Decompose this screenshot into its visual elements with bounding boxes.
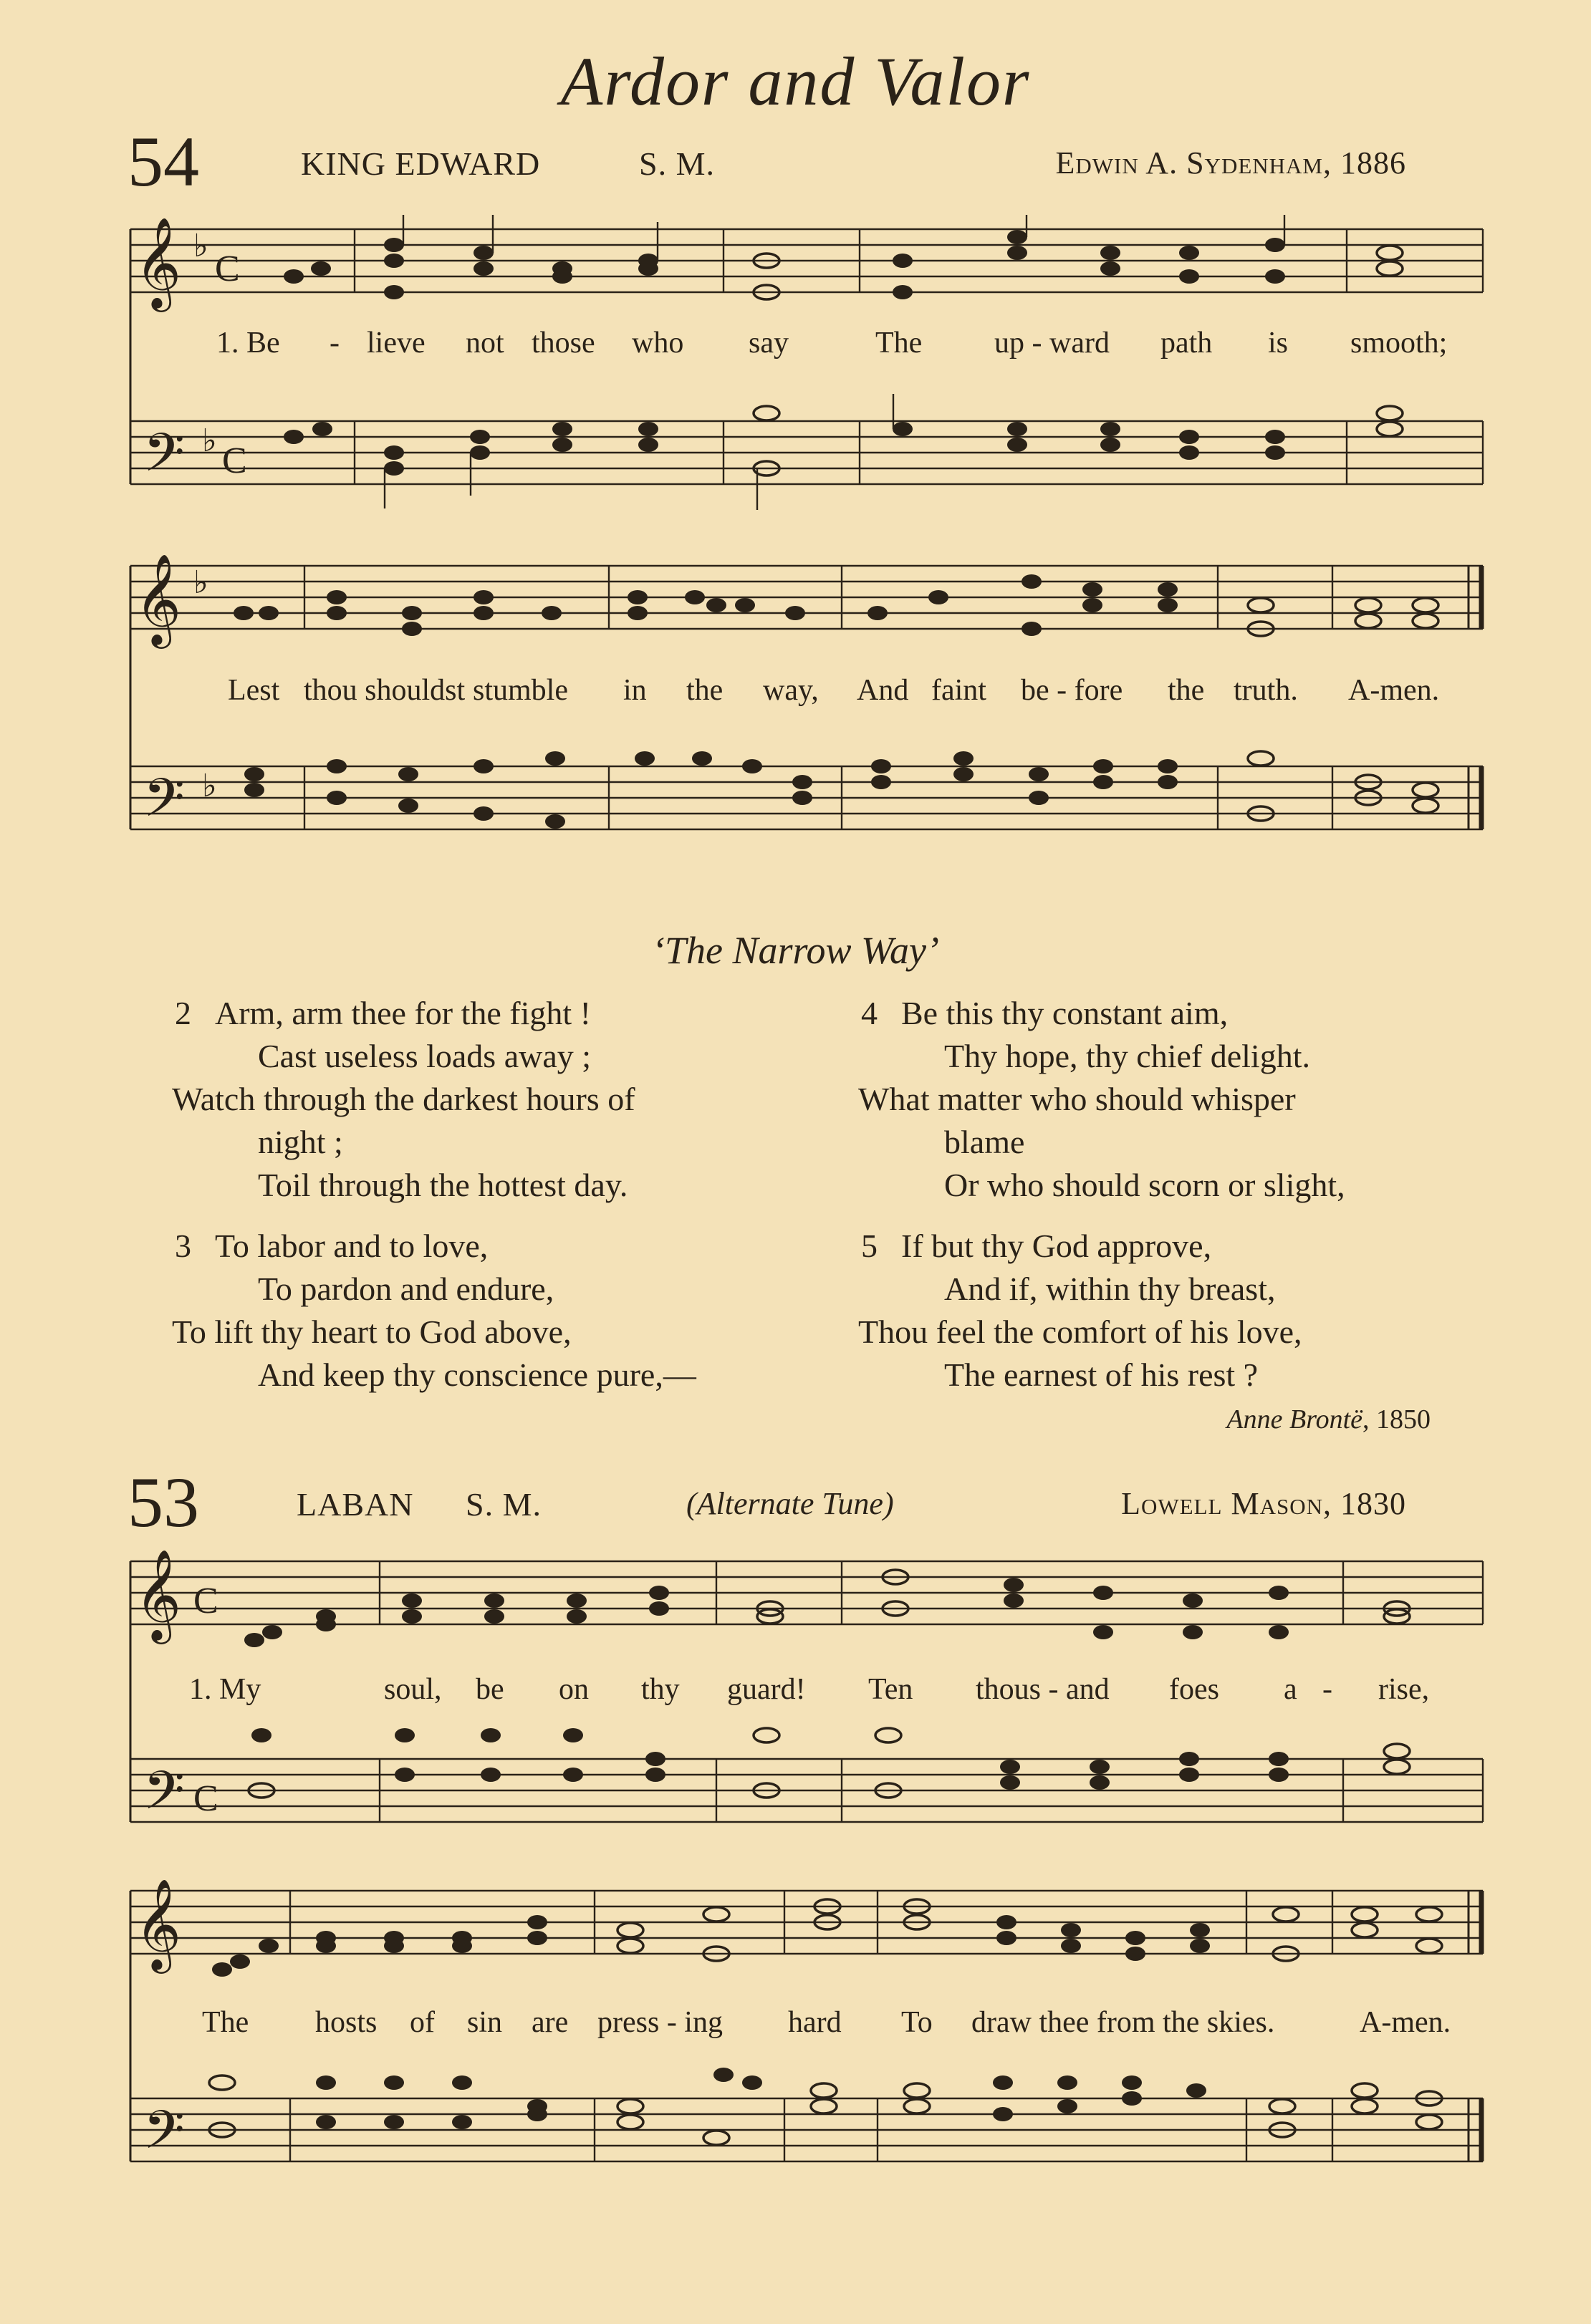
lyric-syllable: hard [788,2006,842,2039]
poem-line: Be this thy constant aim, [901,995,1229,1031]
svg-text:𝄢: 𝄢 [143,422,185,497]
lyric-syllable: Ten [868,1673,913,1706]
svg-text:𝄢: 𝄢 [143,1760,185,1835]
hymn-54-header [0,120,1591,206]
hymn-number: 53 [128,1462,199,1542]
lyric-syllable: 1. Be [216,327,280,360]
lyric-syllable: is [1268,327,1289,360]
lyric-syllable: Lest [228,674,280,707]
svg-text:C: C [193,1581,218,1621]
lyric-syllable: who [632,327,684,360]
lyric-syllable: of [410,2006,435,2039]
svg-text:𝄞: 𝄞 [135,1878,182,1969]
stanza-4 [858,992,1345,1207]
svg-text:♭: ♭ [193,564,208,601]
stanza-3 [172,1225,696,1397]
poem-line: Watch through the darkest hours of [172,1081,635,1117]
svg-text:𝄞: 𝄞 [135,1548,182,1640]
author-name: Anne Brontë [1226,1404,1362,1435]
poem-line: And if, within thy breast, [944,1271,1276,1307]
lyric-syllable: rise, [1378,1673,1430,1706]
poem-line: blame [944,1124,1025,1160]
lyric-syllable: be - fore [1021,674,1123,707]
poem-line: Or who should scorn or slight, [944,1167,1345,1203]
lyric-syllable: The [202,2006,249,2039]
poem-line: Thy hope, thy chief delight. [944,1038,1310,1074]
lyric-syllable: in [623,674,647,707]
svg-text:𝄢: 𝄢 [143,767,185,842]
poem-line: What matter who should whisper [858,1081,1296,1117]
lyric-syllable: hosts [315,2006,378,2039]
lyric-syllable: The [875,327,923,360]
lyric-syllable: sin [467,2006,503,2039]
lyric-syllable: are [532,2006,569,2039]
composer: Lowell Mason, 1830 [1121,1486,1406,1521]
lyric-syllable: lieve [367,327,426,360]
lyric-syllable: draw thee from the skies. [971,2006,1275,2039]
lyric-syllable: the [686,674,724,707]
poem-author [1226,1404,1431,1435]
lyric-syllable: foes [1169,1673,1219,1706]
svg-text:♭: ♭ [202,423,217,459]
lyric-syllable: path [1160,327,1213,360]
alternate-tune-note: (Alternate Tune) [686,1486,894,1521]
author-year: , 1850 [1362,1404,1431,1435]
lyric-syllable: the [1168,674,1205,707]
svg-text:C: C [215,249,240,289]
poem-line: Thou feel the comfort of his love, [858,1313,1302,1350]
stanza-number: 4 [861,995,878,1031]
lyric-syllable: be [476,1673,504,1706]
poem-line: Cast useless loads away ; [258,1038,592,1074]
poem-line: And keep thy conscience pure,— [258,1356,696,1393]
hymn-54-lyrics-2 [0,673,1591,716]
poem-line: night ; [258,1124,343,1160]
lyric-syllable: truth. [1234,674,1298,707]
stanza-2 [172,992,635,1207]
lyric-syllable: faint [931,674,986,707]
lyric-syllable: - [1322,1673,1332,1706]
svg-text:C: C [193,1778,218,1819]
lyric-syllable: say [749,327,789,360]
stanza-5 [858,1225,1302,1397]
lyric-syllable: up - ward [994,327,1110,360]
poem-subtitle: ‘The Narrow Way’ [651,929,940,972]
lyric-syllable: not [466,327,504,360]
poem-line: Arm, arm thee for the fight ! [215,995,591,1031]
hymn-53-lyrics-1 [0,1672,1591,1715]
lyric-syllable: To [901,2006,933,2039]
hymn-54-lyrics-1 [0,326,1591,369]
lyric-syllable: thous - and [976,1673,1110,1706]
lyric-syllable: way, [763,674,819,707]
meter: S. M. [639,145,715,182]
poem-line: To labor and to love, [215,1228,489,1264]
svg-text:𝄞: 𝄞 [135,216,182,308]
lyric-syllable: those [532,327,595,360]
lyric-syllable: smooth; [1350,327,1448,360]
lyric-syllable: a [1284,1673,1297,1706]
lyric-syllable: 1. My [189,1673,261,1706]
poem-line: Toil through the hottest day. [258,1167,628,1203]
lyric-syllable: thou shouldst [304,674,466,707]
lyric-syllable: A-men. [1360,2006,1451,2039]
lyric-syllable: soul, [384,1673,442,1706]
composer: Edwin A. Sydenham, 1886 [1055,145,1406,180]
stanza-number: 5 [861,1228,878,1264]
poem-line: To lift thy heart to God above, [172,1313,572,1350]
svg-text:♭: ♭ [193,228,208,264]
lyric-syllable: thy [641,1673,680,1706]
poem-line: To pardon and endure, [258,1271,554,1307]
poem-line: The earnest of his rest ? [944,1356,1259,1393]
tune-name: KING EDWARD [301,145,541,182]
tune-name: LABAN [297,1486,414,1523]
lyric-syllable: press - ing [597,2006,723,2039]
meter: S. M. [466,1486,542,1523]
hymn-53-header [0,1461,1591,1547]
lyric-syllable: - [330,327,340,360]
lyric-syllable: A-men. [1348,674,1440,707]
hymn-54-system-1 [122,215,1490,523]
svg-text:C: C [222,440,247,481]
page-title: Ardor and Valor [560,43,1031,120]
hymn-53-lyrics-2 [0,2005,1591,2048]
svg-text:𝄞: 𝄞 [135,553,182,645]
lyric-syllable: stumble [473,674,568,707]
svg-text:𝄢: 𝄢 [143,2099,185,2174]
lyric-syllable: And [857,674,909,707]
hymn-number: 54 [128,122,199,201]
lyric-syllable: guard! [727,1673,806,1706]
svg-text:♭: ♭ [202,768,217,804]
poem-line: If but thy God approve, [901,1228,1212,1264]
lyric-syllable: on [559,1673,589,1706]
stanza-number: 2 [175,995,191,1031]
stanza-number: 3 [175,1228,191,1264]
